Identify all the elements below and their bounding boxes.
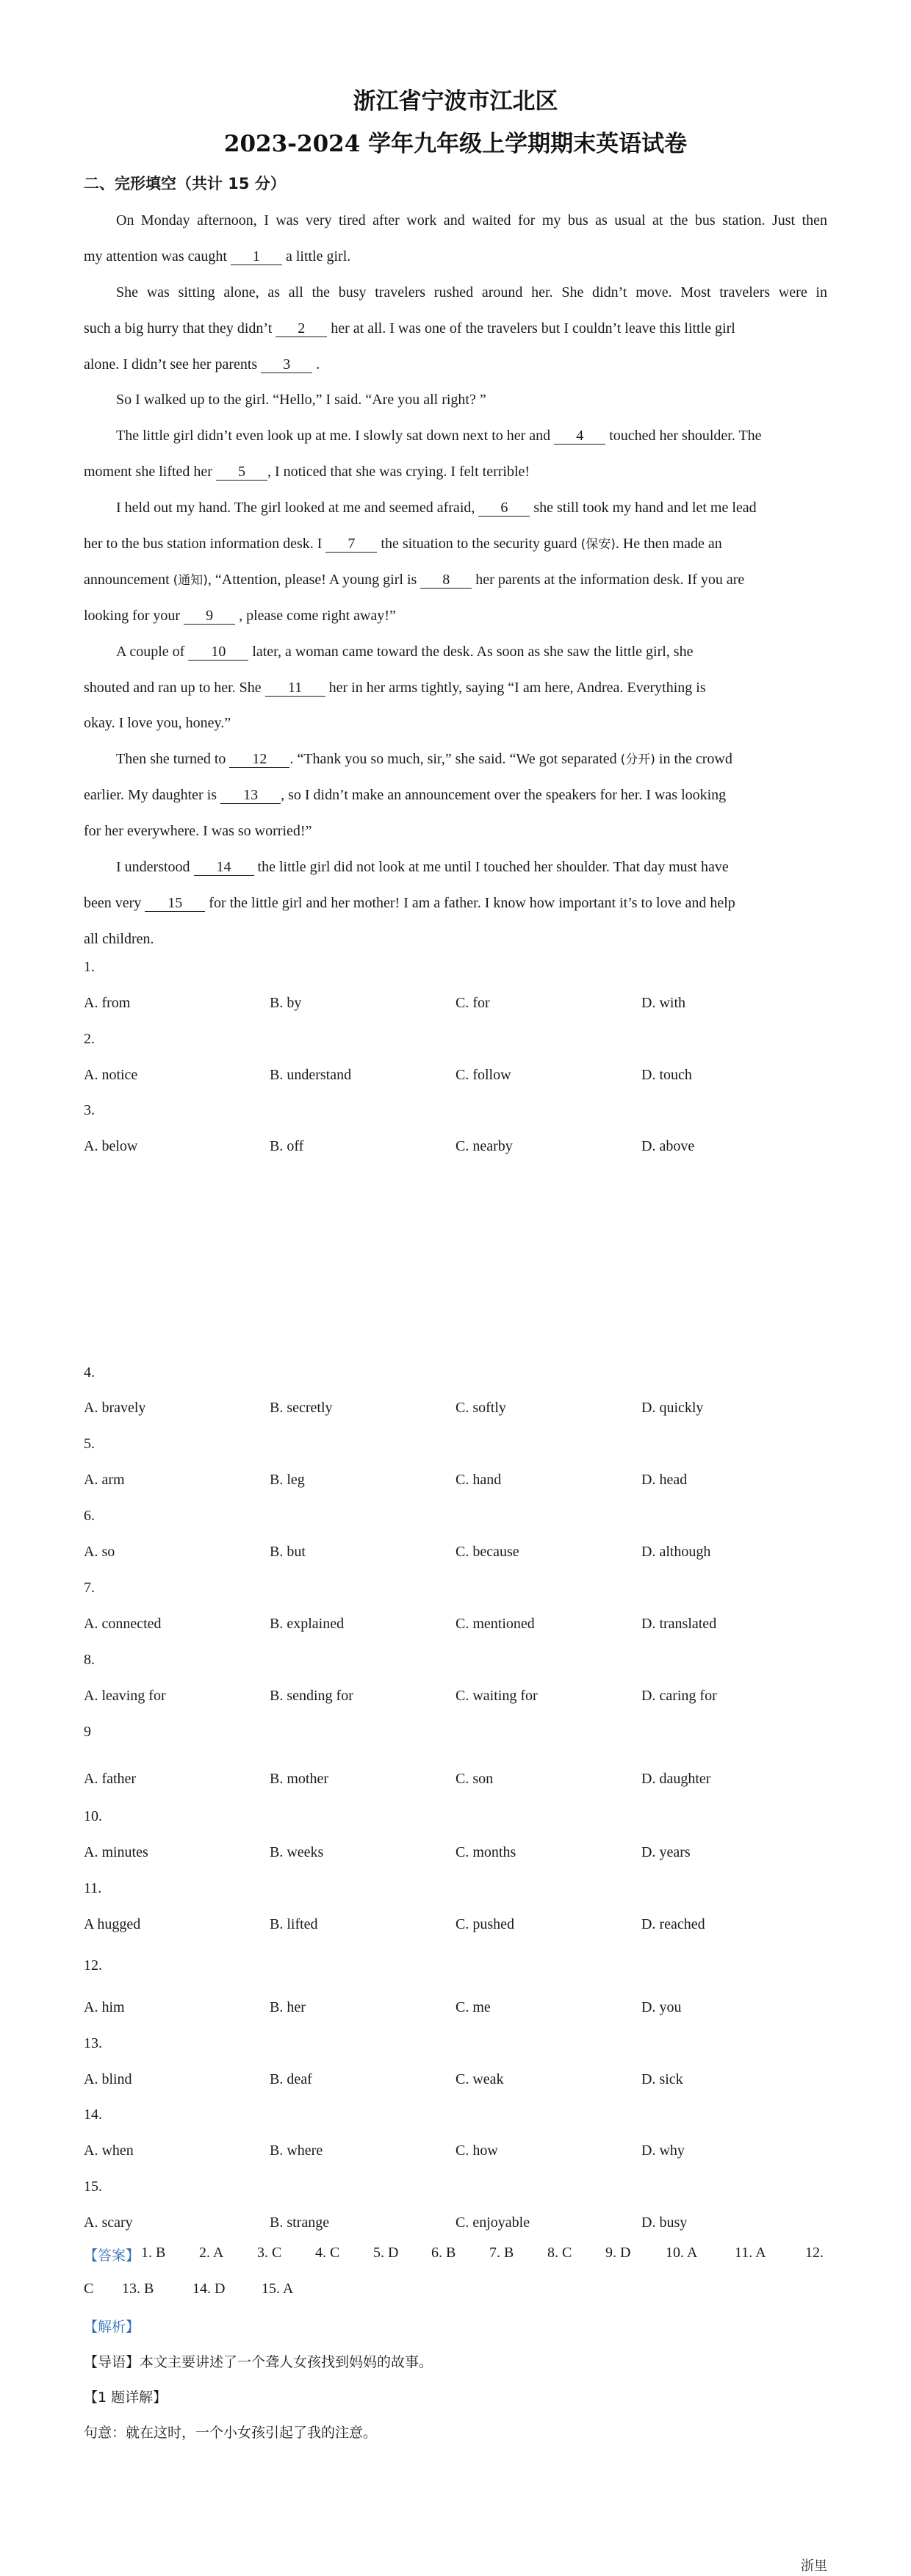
- option-d: D. quickly: [641, 1400, 704, 1416]
- passage-line: A couple of 10 later, a woman came toward the desk. As soon as she saw the little girl, she: [116, 643, 694, 660]
- option-c: C. hand: [455, 1472, 502, 1488]
- page-footer: 浙里: [801, 2558, 827, 2574]
- section-heading: 二、完形填空（共计 15 分）: [84, 175, 286, 193]
- answer-item: 7. B: [489, 2245, 514, 2261]
- q1-detail-text: 句意：就在这时，一个小女孩引起了我的注意。: [84, 2425, 378, 2441]
- option-b: B. strange: [270, 2215, 330, 2231]
- answer-item: C: [84, 2281, 94, 2297]
- option-b: B. off: [270, 1138, 304, 1154]
- answer-item: 8. C: [547, 2245, 572, 2261]
- exam-title: 2023-2024 学年九年级上学期期末英语试卷: [223, 131, 688, 157]
- blank-2: 2: [276, 320, 327, 337]
- option-a: A. scary: [84, 2215, 133, 2231]
- option-c: C. son: [455, 1771, 494, 1787]
- option-b: B. leg: [270, 1472, 305, 1488]
- option-c: C. mentioned: [455, 1616, 535, 1632]
- question-number: 9: [84, 1724, 91, 1740]
- blank-8: 8: [420, 572, 472, 589]
- question-number: 8.: [84, 1652, 95, 1668]
- passage-line: She was sitting alone, as all the busy travelers rushed around her. She didn’t move. Most travelers were in: [116, 284, 827, 301]
- option-b: B. lifted: [270, 1916, 318, 1932]
- option-d: D. reached: [641, 1916, 705, 1932]
- passage-line: been very 15 for the little girl and her mother! I am a father. I know how important it’s to love and help: [84, 894, 735, 911]
- option-a: A. when: [84, 2143, 134, 2159]
- question-number: 14.: [84, 2107, 102, 2123]
- analysis-label: 【解析】: [84, 2319, 140, 2335]
- option-c: C. because: [455, 1544, 519, 1560]
- option-c: C. nearby: [455, 1138, 513, 1154]
- option-c: C. weak: [455, 2071, 504, 2087]
- option-d: D. busy: [641, 2215, 688, 2231]
- answer-item: 13. B: [122, 2281, 154, 2297]
- answer-item: 4. C: [315, 2245, 340, 2261]
- option-d: D. sick: [641, 2071, 683, 2087]
- option-b: B. weeks: [270, 1844, 324, 1860]
- passage-line: announcement (通知), “Attention, please! A young girl is 8 her parents at the information desk. If you are: [84, 571, 745, 588]
- blank-12: 12: [229, 751, 289, 768]
- passage-line: moment she lifted her 5 , I noticed that she was crying. I felt terrible!: [84, 464, 530, 481]
- option-d: D. above: [641, 1138, 695, 1154]
- option-a: A. blind: [84, 2071, 132, 2087]
- question-number: 11.: [84, 1880, 102, 1896]
- option-a: A. notice: [84, 1067, 138, 1083]
- option-b: B. but: [270, 1544, 306, 1560]
- option-a: A. from: [84, 995, 131, 1011]
- analysis-guide: 【导语】本文主要讲述了一个聋人女孩找到妈妈的故事。: [84, 2354, 433, 2370]
- answer-item: 11. A: [735, 2245, 766, 2261]
- option-a: A. connected: [84, 1616, 162, 1632]
- answer-label: 【答案】: [84, 2248, 140, 2264]
- answer-item: 14. D: [192, 2281, 226, 2297]
- passage-line: The little girl didn’t even look up at me. I slowly sat down next to her and 4 touched her shoulder. The: [116, 428, 762, 445]
- answer-key-row: [84, 2245, 827, 2264]
- passage-line: alone. I didn’t see her parents 3 .: [84, 356, 320, 373]
- option-b: B. secretly: [270, 1400, 333, 1416]
- option-c: C. me: [455, 1999, 491, 2015]
- option-c: C. enjoyable: [455, 2215, 530, 2231]
- option-c: C. pushed: [455, 1916, 514, 1932]
- passage-line: I held out my hand. The girl looked at me and seemed afraid, 6 she still took my hand and let me lead: [116, 500, 757, 517]
- answer-item: 15. A: [262, 2281, 294, 2297]
- question-number: 2.: [84, 1031, 95, 1047]
- blank-14: 14: [194, 859, 254, 876]
- question-number: 10.: [84, 1808, 102, 1824]
- blank-5: 5: [216, 464, 267, 481]
- answer-item: 9. D: [605, 2245, 631, 2261]
- option-a: A. father: [84, 1771, 137, 1787]
- option-d: D. touch: [641, 1067, 692, 1083]
- passage-line: her to the bus station information desk. I 7 the situation to the security guard (保安). He then made an: [84, 536, 722, 553]
- option-c: C. months: [455, 1844, 516, 1860]
- passage-line: Then she turned to 12 . “Thank you so much, sir,” she said. “We got separated (分开) in the crowd: [116, 751, 732, 768]
- option-d: D. why: [641, 2143, 685, 2159]
- blank-13: 13: [220, 787, 281, 804]
- option-c: C. for: [455, 995, 490, 1011]
- answer-item: 6. B: [431, 2245, 456, 2261]
- option-a: A. minutes: [84, 1844, 148, 1860]
- option-a: A. below: [84, 1138, 138, 1154]
- option-b: B. mother: [270, 1771, 328, 1787]
- question-number: 7.: [84, 1580, 95, 1596]
- blank-15: 15: [145, 895, 205, 912]
- option-a: A. so: [84, 1544, 115, 1560]
- cloze-passage: [84, 203, 827, 957]
- answer-item: 5. D: [373, 2245, 399, 2261]
- option-b: B. where: [270, 2143, 323, 2159]
- passage-line: shouted and ran up to her. She 11 her in her arms tightly, saying “I am here, Andrea. Everything is: [84, 679, 706, 696]
- question-number: 15.: [84, 2179, 102, 2195]
- question-number: 3.: [84, 1102, 95, 1118]
- passage-line: I understood 14 the little girl did not look at me until I touched her shoulder. That day must have: [116, 859, 729, 876]
- passage-line: So I walked up to the girl. “Hello,” I said. “Are you all right? ”: [116, 392, 486, 409]
- passage-line: looking for your 9 , please come right away!”: [84, 607, 396, 624]
- question-number: 5.: [84, 1436, 95, 1452]
- option-d: D. you: [641, 1999, 682, 2015]
- question-number: 1.: [84, 959, 95, 975]
- option-d: D. years: [641, 1844, 691, 1860]
- blank-11: 11: [265, 680, 325, 697]
- passage-line: my attention was caught 1 a little girl.: [84, 248, 351, 265]
- exam-title-region: 浙江省宁波市江北区: [353, 88, 558, 115]
- q1-detail-heading: 【1 题详解】: [84, 2389, 168, 2406]
- option-a: A. leaving for: [84, 1688, 166, 1704]
- option-d: D. caring for: [641, 1688, 717, 1704]
- passage-line: On Monday afternoon, I was very tired after work and waited for my bus as usual at the bus station. Just then: [116, 212, 827, 229]
- option-b: B. explained: [270, 1616, 345, 1632]
- passage-line: all children.: [84, 930, 154, 947]
- option-b: B. by: [270, 995, 302, 1011]
- answer-item: 3. C: [257, 2245, 282, 2261]
- answer-item: 12.: [805, 2245, 824, 2261]
- answer-item: 2. A: [199, 2245, 224, 2261]
- blank-3: 3: [261, 356, 312, 373]
- passage-line: earlier. My daughter is 13 , so I didn’t make an announcement over the speakers for her. I was looking: [84, 787, 727, 804]
- passage-line: okay. I love you, honey.”: [84, 715, 231, 732]
- answer-item: 1. B: [141, 2245, 166, 2261]
- question-number: 13.: [84, 2035, 102, 2051]
- answer-item: 10. A: [666, 2245, 698, 2261]
- option-d: D. head: [641, 1472, 688, 1488]
- option-d: D. although: [641, 1544, 711, 1560]
- option-a: A. bravely: [84, 1400, 146, 1416]
- passage-line: such a big hurry that they didn’t 2 her at all. I was one of the travelers but I couldn’t leave this little girl: [84, 320, 735, 337]
- option-c: C. follow: [455, 1067, 511, 1083]
- option-b: B. sending for: [270, 1688, 353, 1704]
- option-d: D. daughter: [641, 1771, 711, 1787]
- option-b: B. her: [270, 1999, 306, 2015]
- blank-4: 4: [554, 428, 605, 445]
- blank-7: 7: [325, 536, 377, 553]
- option-b: B. understand: [270, 1067, 352, 1083]
- option-d: D. with: [641, 995, 685, 1011]
- question-number: 6.: [84, 1508, 95, 1524]
- question-number: 4.: [84, 1364, 95, 1381]
- option-a: A. arm: [84, 1472, 125, 1488]
- question-number: 12.: [84, 1957, 102, 1974]
- blank-10: 10: [188, 644, 248, 661]
- blank-1: 1: [231, 248, 282, 265]
- option-c: C. how: [455, 2143, 498, 2159]
- blank-6: 6: [478, 500, 530, 517]
- blank-9: 9: [184, 608, 235, 625]
- option-a: A. him: [84, 1999, 125, 2015]
- option-c: C. waiting for: [455, 1688, 538, 1704]
- passage-line: for her everywhere. I was so worried!”: [84, 823, 312, 840]
- option-c: C. softly: [455, 1400, 506, 1416]
- option-b: B. deaf: [270, 2071, 312, 2087]
- option-d: D. translated: [641, 1616, 717, 1632]
- option-a: A hugged: [84, 1916, 141, 1932]
